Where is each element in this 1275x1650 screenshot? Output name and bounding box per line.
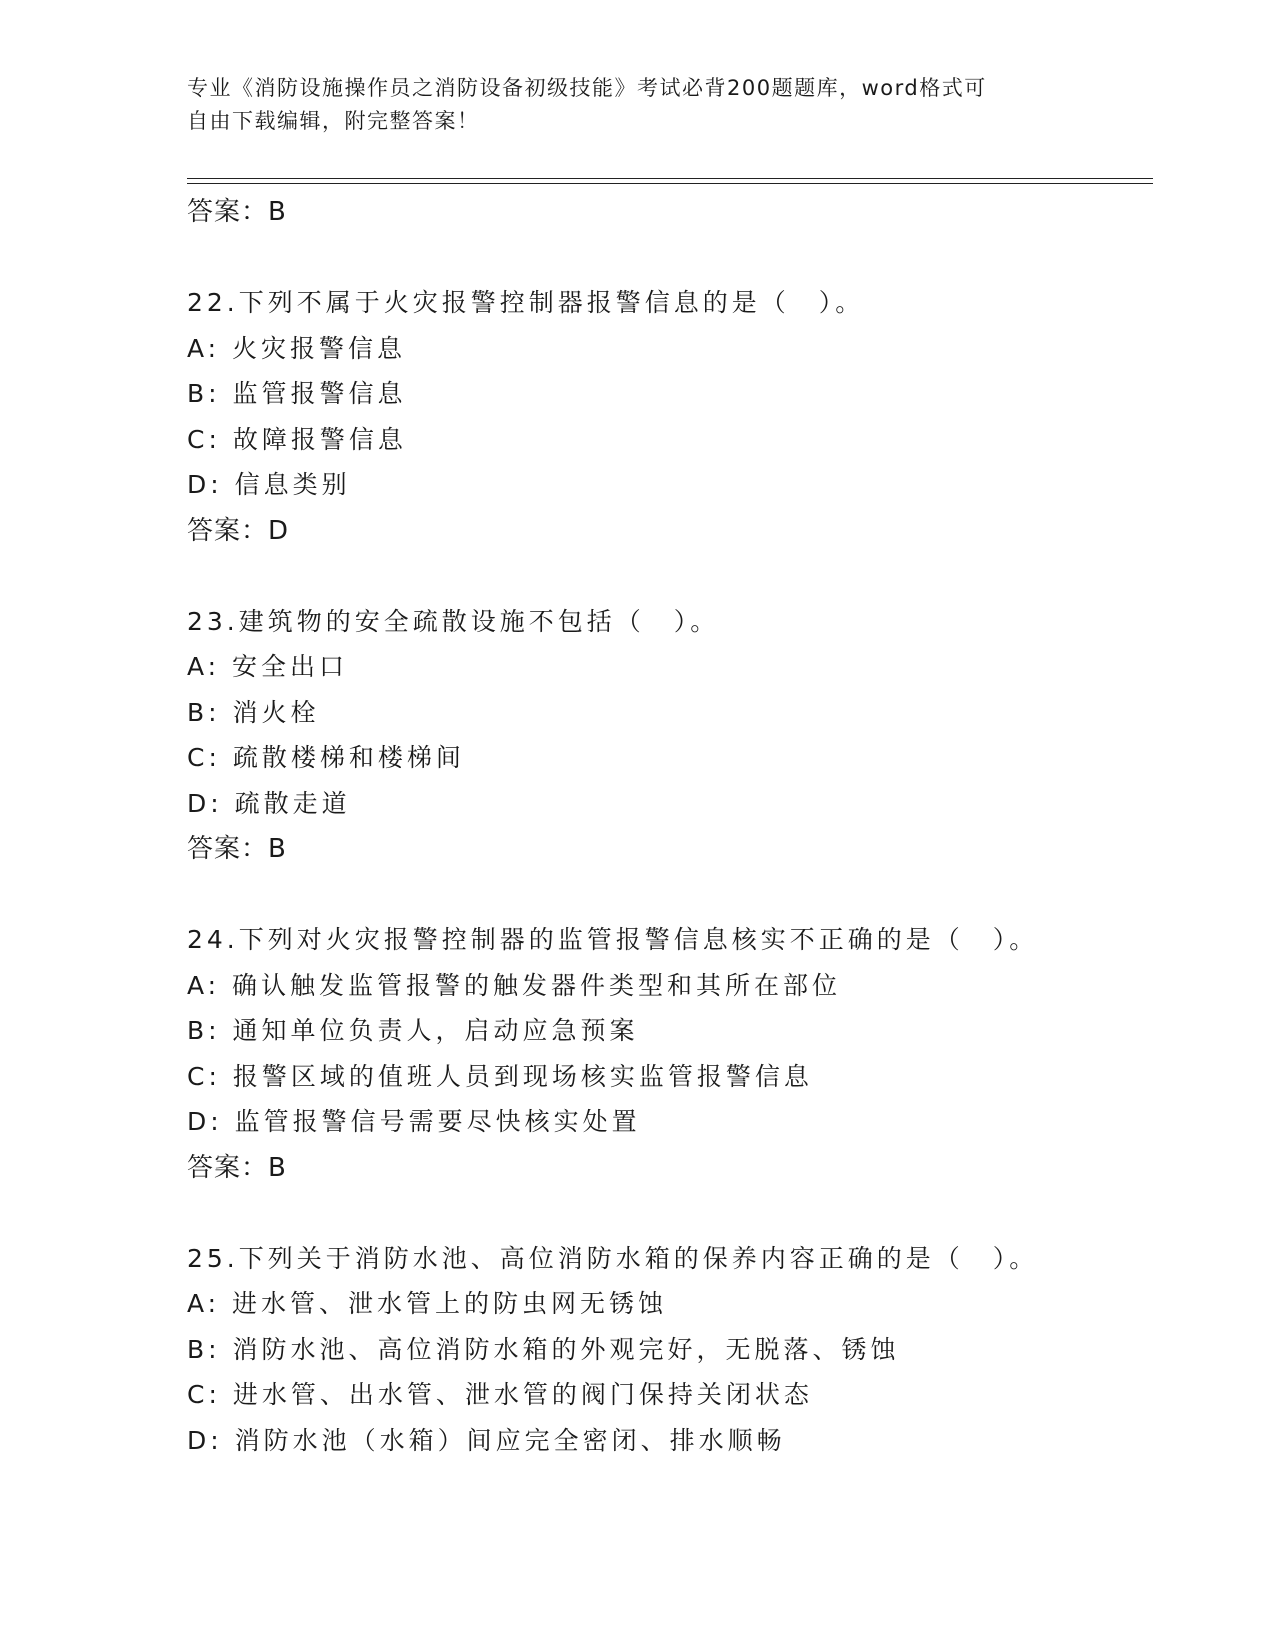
header-line-2: 自由下载编辑，附完整答案！ [187,109,480,133]
option-b: B: 消火栓 [187,697,320,727]
question-25 [187,1236,1167,1464]
question-stem: 24.下列对火灾报警控制器的监管报警信息核实不正确的是（ ）。 [187,925,1039,954]
option-c: C: 进水管、出水管、泄水管的阀门保持关闭状态 [187,1380,813,1409]
option-d: D: 疏散走道 [187,788,351,818]
header-rule-top [187,178,1153,179]
option-d: D: 消防水池（水箱）间应完全密闭、排水顺畅 [187,1425,786,1455]
question-list [187,189,1167,1463]
header-rule-bottom [187,183,1153,184]
option-d: D: 信息类别 [187,470,351,499]
question-stem: 22.下列不属于火灾报警控制器报警信息的是（ ）。 [187,288,865,317]
option-c: C: 疏散楼梯和楼梯间 [187,743,465,772]
option-d: D: 监管报警信号需要尽快核实处置 [187,1107,641,1136]
document-header [187,72,1087,138]
option-c: C: 报警区域的值班人员到现场核实监管报警信息 [187,1061,813,1091]
question-22 [187,280,1167,554]
option-c: C: 故障报警信息 [187,424,407,454]
answer-line: 答案：B [187,1152,287,1183]
option-a: A: 安全出口 [187,652,349,681]
answer-line: 答案：B [187,197,287,227]
answer-line: 答案：D [187,515,290,546]
header-line-1: 专业《消防设施操作员之消防设备初级技能》考试必背200题题库，word格式可 [187,76,987,100]
option-a: A: 进水管、泄水管上的防虫网无锈蚀 [187,1289,668,1318]
option-b: B: 监管报警信息 [187,379,407,408]
question-23 [187,599,1167,873]
question-stem: 25.下列关于消防水池、高位消防水箱的保养内容正确的是（ ）。 [187,1243,1039,1273]
question-24 [187,917,1167,1191]
option-a: A: 确认触发监管报警的触发器件类型和其所在部位 [187,970,842,1000]
option-a: A: 火灾报警信息 [187,333,407,363]
answer-line: 答案：B [187,834,287,864]
question-stem: 23.建筑物的安全疏散设施不包括（ ）。 [187,606,720,636]
option-b: B: 消防水池、高位消防水箱的外观完好，无脱落、锈蚀 [187,1334,900,1364]
option-b: B: 通知单位负责人，启动应急预案 [187,1016,639,1045]
